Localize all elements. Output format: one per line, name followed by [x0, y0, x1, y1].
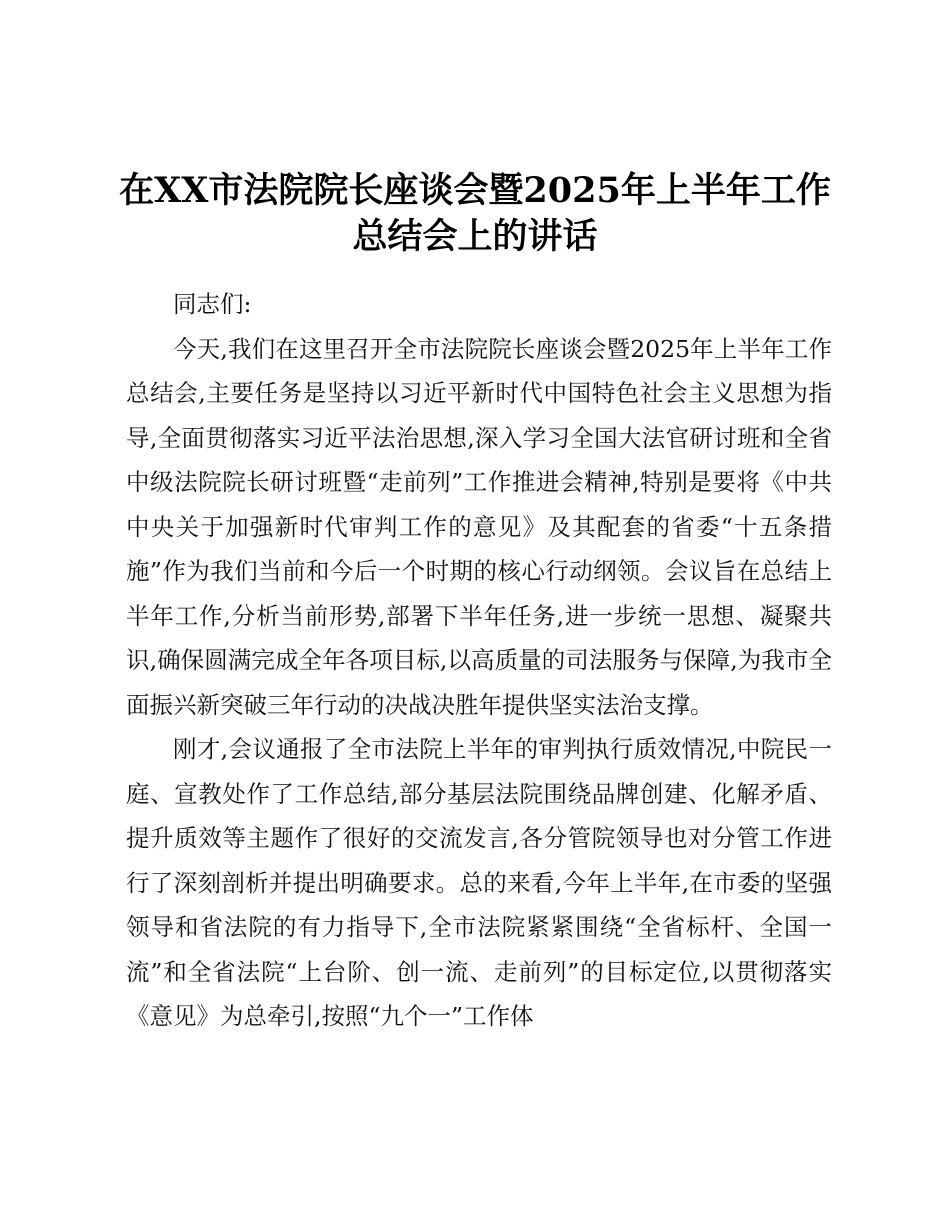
title-line-2: 总结会上的讲话: [352, 216, 598, 257]
paragraph-1: 今天,我们在这里召开全市法院院长座谈会暨2025年上半年工作总结会,主要任务是坚持以习近平新时代中国特色社会主义思想为指导,全面贯彻落实习近平法治思想,深入学习全国大法官研讨班和全省中级法院院长研讨班暨“走前列”工作推进会精神,特别是要将《中共中央关于加强新时代审判工作的意见》及其配套的省委“十五条措施”作为我们当前和今后一个时期的核心行动纲领。会议旨在总结上半年工作,分析当前形势,部署下半年任务,进一步统一思想、凝聚共识,确保圆满完成全年各项目标,以高质量的司法服务与保障,为我市全面振兴新突破三年行动的决战决胜年提供坚实法治支撑。: [126, 334, 832, 719]
document-title: [110, 168, 840, 260]
paragraph-2: 刚才,会议通报了全市法院上半年的审判执行质效情况,中院民一庭、宣教处作了工作总结,部分基层法院围绕品牌创建、化解矛盾、提升质效等主题作了很好的交流发言,各分管院领导也对分管工作进行了深刻剖析并提出明确要求。总的来看,今年上半年,在市委的坚强领导和省法院的有力指导下,全市法院紧紧围绕“全省标杆、全国一流”和全省法院“上台阶、创一流、走前列”的目标定位,以贯彻落实《意见》为总牵引,按照“九个一”工作体: [126, 735, 832, 1030]
document-body: [126, 282, 832, 1039]
salutation: 同志们:: [173, 290, 252, 318]
title-line-1: 在XX市法院院长座谈会暨2025年上半年工作: [119, 170, 831, 211]
